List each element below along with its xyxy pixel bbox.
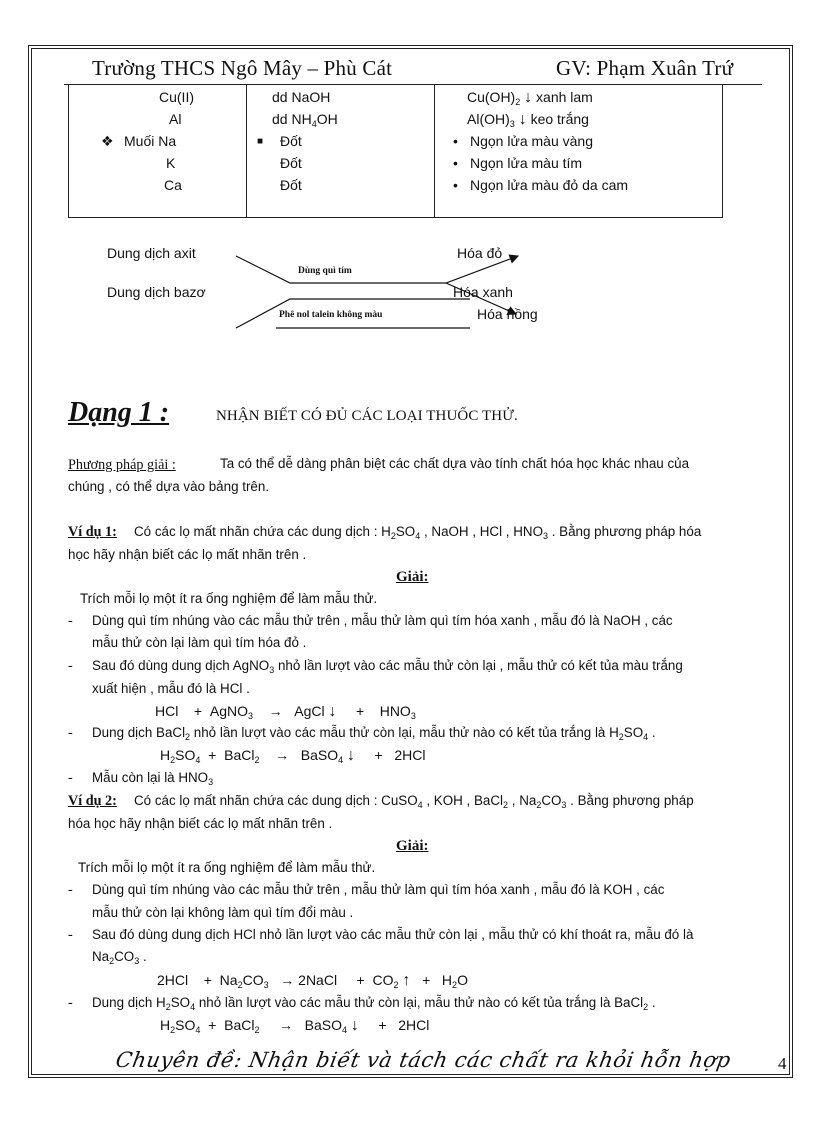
example1-question-line1: Có các lọ mất nhãn chứa các dung dịch : $H_2SO_4$ , NaOH , HCl , $HNO_3$ . Bằng phương pháp hóa: [134, 524, 702, 541]
bullet-icon: •: [453, 177, 458, 193]
example2-equation1: 2HCl + $Na_2CO_3$ → 2NaCl + $CO_2$ ↑ + $H_2O$: [157, 972, 468, 990]
example2-equation2: $H_2SO_4$ + BaCl$_2$ → BaSO$_4$ ↓ + 2HCl: [160, 1017, 430, 1035]
dash-icon: -: [68, 658, 73, 674]
example2-step1b: mẫu thử còn lại không làm quì tím đổi màu .: [92, 905, 354, 920]
example2-label: Ví dụ 2:: [68, 793, 117, 809]
diagram-hoa-hong: Hóa hồng: [477, 306, 538, 322]
method-line1: Ta có thể dễ dàng phân biệt các chất dựa vào tính chất hóa học khác nhau của: [220, 456, 690, 471]
dash-icon: -: [68, 613, 73, 629]
example2-step2a: Sau đó dùng dung dịch HCl nhỏ lần lượt vào các mẫu thử còn lại , mẫu thử có khí thoát ra, mẫu đó là: [92, 927, 694, 942]
example1-step1a: Dùng quì tím nhúng vào các mẫu thử trên , mẫu thử làm quì tím hóa xanh , mẫu đó là NaOH , các: [92, 613, 673, 628]
example1-label: Ví dụ 1:: [68, 524, 117, 540]
table-col3-row5: Ngọn lửa màu đỏ da cam: [470, 177, 629, 193]
section-heading: Dạng 1 :: [68, 397, 170, 428]
page-number: 4: [778, 1054, 787, 1073]
method-label: Phương pháp giải :: [68, 457, 176, 473]
indicator-diagram-lines: [0, 0, 816, 360]
example1-question-line2: học hãy nhận biết các lọ mất nhãn trên .: [68, 547, 307, 562]
table-col1-row4: K: [166, 155, 176, 171]
diagram-hoa-do: Hóa đỏ: [457, 245, 503, 261]
table-col3-row1: $Cu(OH)_2$ ↓ xanh lam: [467, 89, 593, 107]
example1-step2a: Sau đó dùng dung dịch AgNO$_3$ nhỏ lần lượt vào các mẫu thử còn lại , mẫu thử có kết tủa màu trắng: [92, 658, 683, 675]
dash-icon: -: [68, 995, 73, 1011]
method-line2: chúng , có thể dựa vào bảng trên.: [68, 479, 270, 494]
table-col1-row1: Cu(II): [159, 89, 194, 105]
diamond-bullet-icon: ❖: [101, 133, 114, 149]
diagram-quy-tim: Dùng quì tím: [298, 266, 352, 276]
dash-icon: -: [68, 725, 73, 741]
bullet-icon: •: [453, 155, 458, 171]
example1-step0: Trích mỗi lọ một ít ra ống nghiệm để làm mẫu thử.: [80, 591, 378, 606]
example2-step3: Dung dịch $H_2SO_4$ nhỏ lần lượt vào các mẫu thử còn lại, mẫu thử nào có kết tủa trắng là BaCl$_2$ .: [92, 995, 656, 1012]
table-col1-row5: Ca: [164, 177, 182, 193]
example1-step3: Dung dịch BaCl$_2$ nhỏ lần lượt vào các mẫu thử còn lại, mẫu thử nào có kết tủa trắng là $H_2SO_4$ .: [92, 725, 656, 742]
table-col1-row2: Al: [169, 111, 182, 127]
diagram-phenol: Phê nol talein không màu: [279, 310, 383, 320]
dash-icon: -: [68, 770, 73, 786]
table-col2-row5: Đốt: [280, 177, 302, 193]
example1-equation1: HCl + AgNO$_3$ → AgCl ↓ + $HNO_3$: [155, 703, 416, 721]
line-acid-to-red: [236, 256, 518, 283]
example2-step0: Trích mỗi lọ một ít ra ống nghiệm để làm mẫu thử.: [78, 860, 376, 875]
example2-solution-heading: Giải:: [396, 838, 429, 854]
table-col3-row4: Ngọn lửa màu tím: [470, 155, 583, 171]
section-title: NHẬN BIẾT CÓ ĐỦ CÁC LOẠI THUỐC THỬ.: [216, 408, 518, 424]
table-col1-row3: Muối Na: [124, 133, 177, 149]
dash-icon: -: [68, 882, 73, 898]
example2-step1a: Dùng quì tím nhúng vào các mẫu thử trên , mẫu thử làm quì tím hóa xanh , mẫu đó là KOH , các: [92, 882, 665, 897]
diagram-hoa-xanh: Hóa xanh: [453, 284, 513, 300]
header-school: Trường THCS Ngô Mây – Phù Cát: [92, 56, 393, 80]
square-bullet-icon: ■: [257, 136, 264, 147]
example1-solution-heading: Giải:: [396, 569, 429, 585]
table-col2-row4: Đốt: [280, 155, 302, 171]
footer-topic: Chuyên đề: Nhận biết và tách các chất ra khỏi hỗn hợp: [113, 1048, 733, 1072]
example2-question-line1: Có các lọ mất nhãn chứa các dung dịch : CuSO$_4$ , KOH , BaCl$_2$ , $Na_2CO_3$ . Bằng phương pháp: [134, 793, 694, 810]
line-base-branch: [236, 299, 470, 328]
example1-step4: Mẫu còn lại là $HNO_3$: [92, 770, 214, 787]
example2-step2b: $Na_2CO_3$ .: [92, 949, 147, 966]
table-col2-row2: dd $NH_4OH$: [272, 111, 338, 129]
table-col3-row2: $Al(OH)_3$ ↓ keo trắng: [467, 111, 589, 129]
dash-icon: -: [68, 927, 73, 943]
example1-step1b: mẫu thử còn lại làm quì tím hóa đỏ .: [92, 635, 307, 650]
diagram-base: Dung dịch bazơ: [107, 284, 206, 300]
bullet-icon: •: [453, 133, 458, 149]
header-teacher: GV: Phạm Xuân Trứ: [556, 56, 734, 80]
example2-question-line2: hóa học hãy nhận biết các lọ mất nhãn trên .: [68, 816, 333, 831]
table-col2-row1: dd NaOH: [272, 89, 331, 105]
example1-equation2: $H_2SO_4$ + BaCl$_2$ → BaSO$_4$ ↓ + 2HCl: [160, 747, 426, 765]
diagram-acid: Dung dịch axit: [107, 245, 196, 261]
table-col3-row3: Ngọn lửa màu vàng: [470, 133, 593, 149]
table-col2-row3: Đốt: [280, 133, 302, 149]
example1-step2b: xuất hiện , mẫu đó là HCl .: [92, 681, 250, 696]
